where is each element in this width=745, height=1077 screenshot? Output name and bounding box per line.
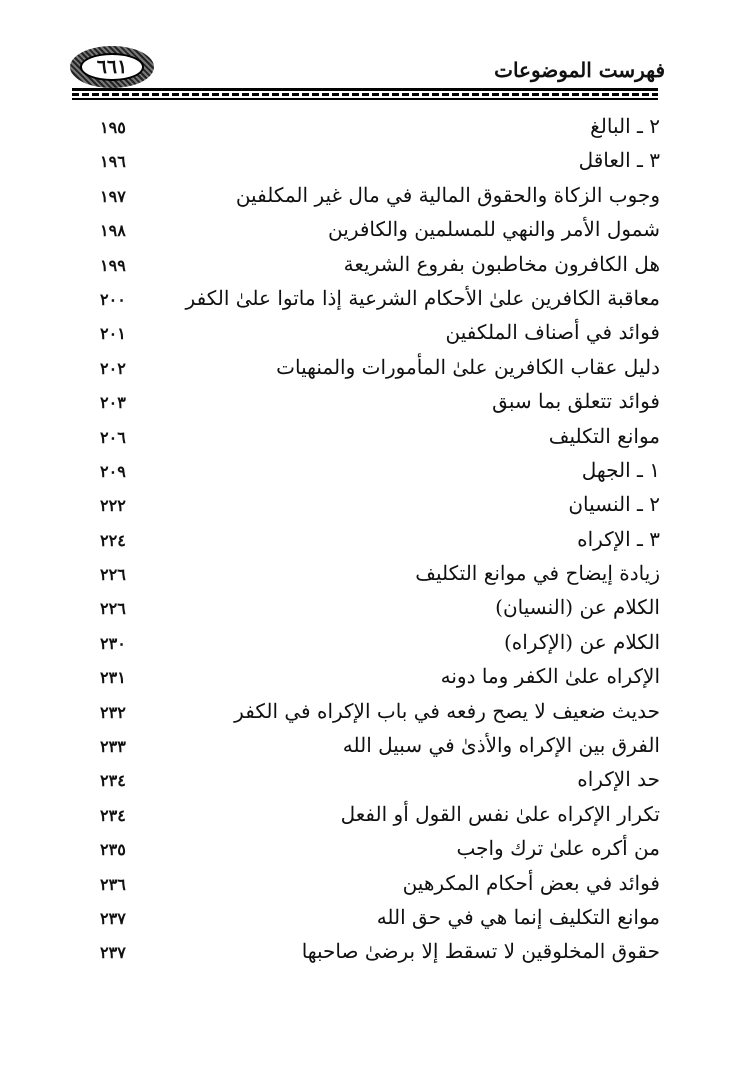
toc-entry	[90, 834, 660, 868]
toc-entry	[90, 353, 660, 387]
toc-entry-page: ٢٣٠	[100, 633, 126, 653]
toc-entry-title: فوائد تتعلق بما سبق	[492, 389, 660, 414]
toc-entry-title: حديث ضعيف لا يصح رفعه في باب الإكراه في الكفر	[234, 698, 660, 723]
toc-entry	[90, 628, 660, 662]
toc-entry-page: ٢٢٦	[100, 565, 126, 585]
table-of-contents	[90, 112, 660, 972]
toc-entry	[90, 456, 660, 490]
toc-entry-page: ٢٠١	[100, 324, 126, 344]
toc-entry-page: ٢٣٣	[100, 737, 126, 757]
toc-entry-page: ٢٠٢	[100, 358, 126, 378]
toc-entry-page: ٢٣٤	[100, 805, 126, 825]
toc-entry-title: ٣ ـ العاقل	[578, 148, 660, 173]
page-number-badge	[70, 46, 154, 88]
toc-entry	[90, 525, 660, 559]
toc-entry-title: هل الكافرون مخاطبون بفروع الشريعة	[343, 251, 660, 276]
toc-entry-title: فوائد في أصناف الملكفين	[445, 320, 660, 345]
toc-entry-title: ٢ ـ البالغ	[590, 114, 660, 138]
toc-entry	[90, 869, 660, 903]
toc-entry	[90, 697, 660, 731]
toc-entry-title: موانع التكليف	[548, 423, 660, 448]
header-rule-top	[72, 88, 658, 91]
toc-entry-title: الكلام عن (النسيان)	[495, 595, 660, 620]
toc-entry-page: ١٩٥	[100, 118, 126, 137]
toc-entry-title: الفرق بين الإكراه والأذىٰ في سبيل الله	[342, 733, 660, 758]
toc-entry-title: شمول الأمر والنهي للمسلمين والكافرين	[328, 217, 660, 242]
toc-entry	[90, 903, 660, 937]
page-number: ٦٦١	[80, 53, 144, 81]
toc-entry-page: ٢٠٣	[100, 393, 126, 413]
toc-entry-page: ١٩٨	[100, 221, 126, 241]
toc-entry-title: معاقبة الكافرين علىٰ الأحكام الشرعية إذا ماتوا علىٰ الكفر	[185, 285, 660, 310]
toc-entry-page: ٢٣٥	[100, 840, 126, 860]
toc-entry	[90, 422, 660, 456]
toc-entry-page: ٢٠٠	[100, 289, 126, 309]
toc-entry-page: ٢٢٢	[100, 496, 126, 516]
toc-entry-title: من أكره علىٰ ترك واجب	[456, 836, 660, 861]
toc-entry-title: ٢ ـ النسيان	[568, 492, 660, 517]
toc-entry-title: ٣ ـ الإكراه	[577, 526, 660, 551]
toc-entry-page: ٢٣٧	[100, 908, 126, 928]
toc-entry	[90, 112, 660, 146]
toc-entry-page: ٢٠٩	[100, 461, 126, 481]
toc-entry-page: ٢٠٦	[100, 427, 126, 447]
toc-entry-title: الكلام عن (الإكراه)	[503, 629, 660, 654]
toc-entry-title: تكرار الإكراه علىٰ نفس القول أو الفعل	[340, 801, 660, 826]
page-title: فهرست الموضوعات	[494, 58, 665, 82]
header-rule-bottom	[72, 98, 658, 100]
toc-entry-page: ١٩٩	[100, 255, 126, 275]
toc-entry	[90, 559, 660, 593]
toc-entry	[90, 662, 660, 696]
toc-entry-page: ٢٣٢	[100, 702, 126, 722]
page-header	[0, 0, 745, 110]
toc-entry-page: ٢٣٦	[100, 874, 126, 894]
toc-entry	[90, 731, 660, 765]
toc-entry	[90, 146, 660, 180]
toc-entry-page: ٢٣٤	[100, 771, 126, 791]
toc-entry	[90, 490, 660, 524]
toc-entry-page: ١٩٦	[100, 152, 126, 172]
toc-entry	[90, 215, 660, 249]
toc-entry-title: فوائد في بعض أحكام المكرهين	[402, 870, 660, 895]
toc-entry-title: حقوق المخلوقين لا تسقط إلا برضىٰ صاحبها	[301, 939, 660, 964]
toc-entry	[90, 937, 660, 971]
toc-entry-title: الإكراه علىٰ الكفر وما دونه	[440, 664, 660, 689]
toc-entry	[90, 318, 660, 352]
toc-entry-page: ١٩٧	[100, 186, 126, 206]
toc-entry-page: ٢٢٦	[100, 599, 126, 619]
toc-entry-title: دليل عقاب الكافرين علىٰ المأمورات والمنهيات	[276, 354, 660, 379]
toc-entry-title: وجوب الزكاة والحقوق المالية في مال غير المكلفين	[235, 182, 660, 207]
toc-entry-page: ٢٢٤	[100, 530, 126, 550]
toc-entry	[90, 284, 660, 318]
header-rule-dashed	[72, 93, 658, 96]
toc-entry	[90, 181, 660, 215]
toc-entry	[90, 765, 660, 799]
toc-entry-page: ٢٣٧	[100, 943, 126, 963]
toc-entry	[90, 250, 660, 284]
toc-entry	[90, 593, 660, 627]
toc-entry-title: موانع التكليف إنما هي في حق الله	[376, 904, 660, 929]
toc-entry-title: زيادة إيضاح في موانع التكليف	[415, 561, 660, 586]
toc-entry-title: حد الإكراه	[577, 767, 660, 792]
toc-entry-page: ٢٣١	[100, 668, 126, 688]
toc-entry	[90, 387, 660, 421]
toc-entry-title: ١ ـ الجهل	[581, 457, 660, 482]
toc-entry	[90, 800, 660, 834]
